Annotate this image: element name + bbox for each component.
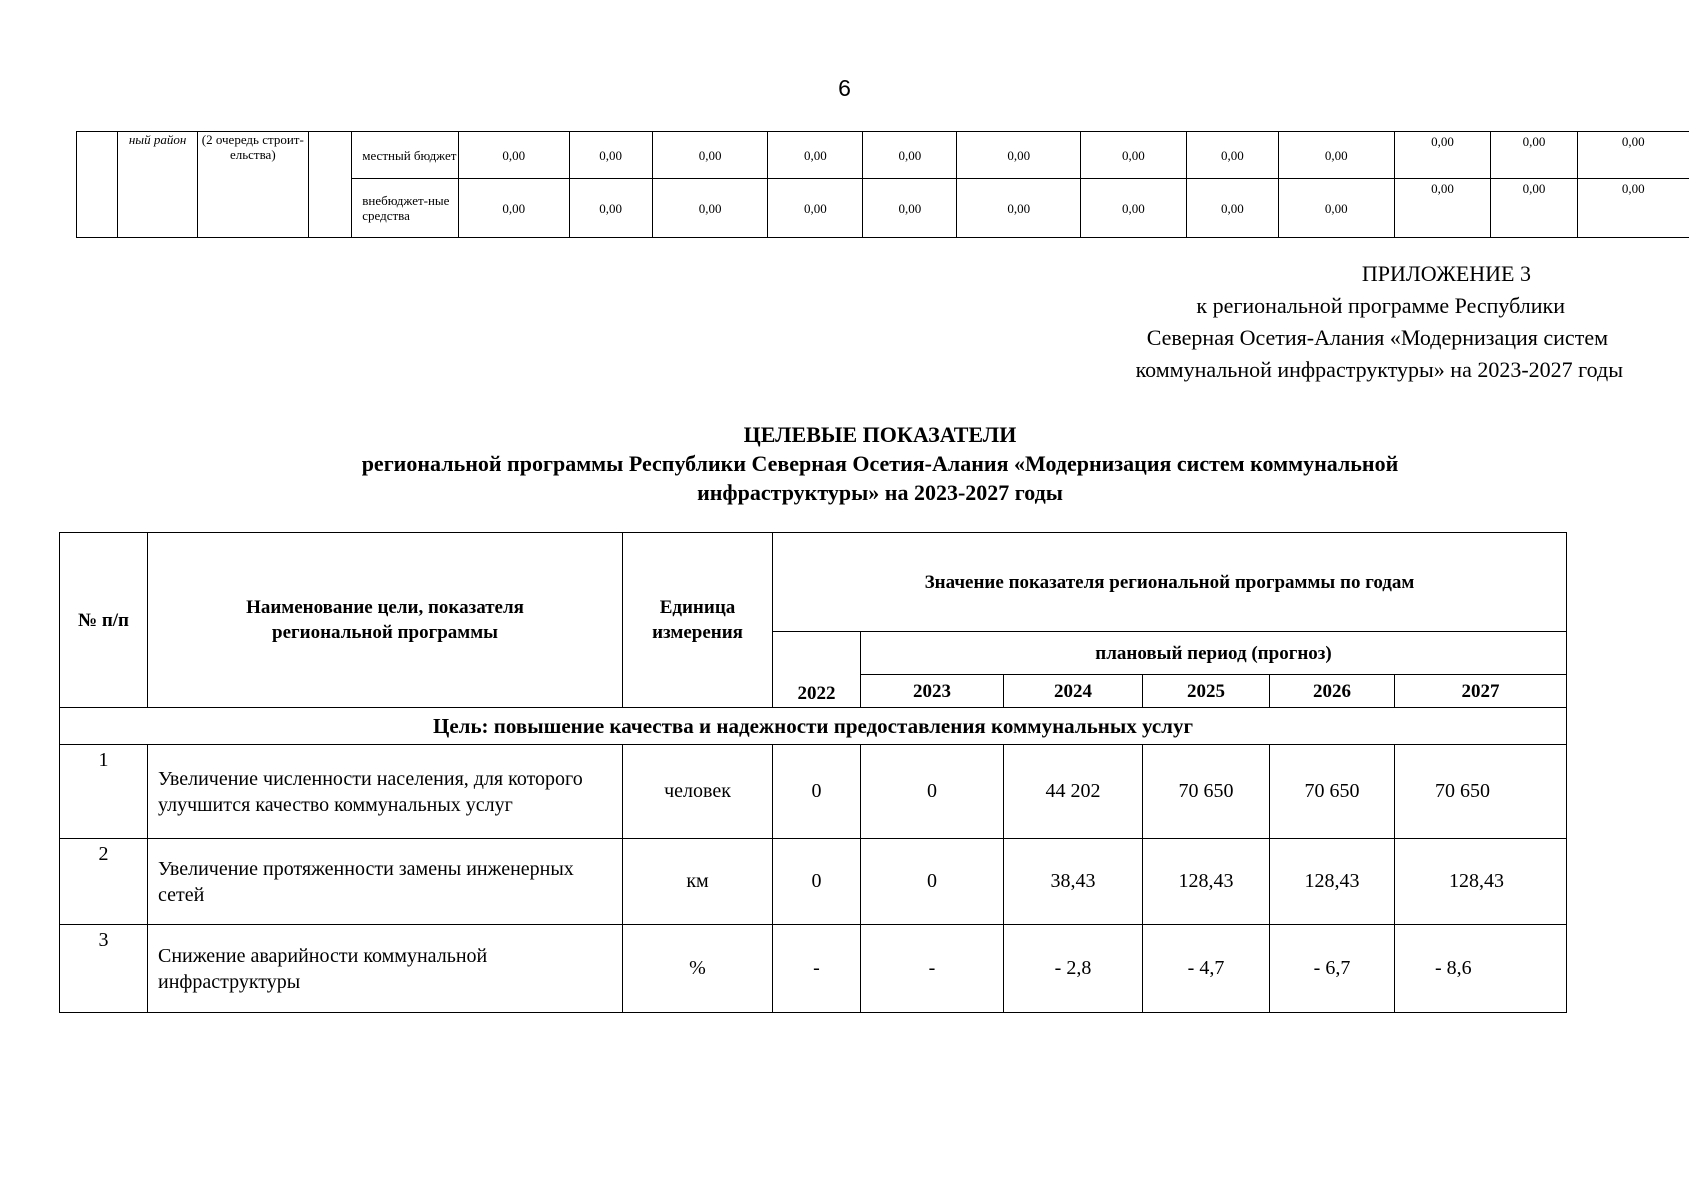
- row-number: 1: [60, 745, 148, 839]
- row-number: 2: [60, 839, 148, 925]
- indicators-table: [59, 532, 1567, 1013]
- value-cell: 0,00: [1278, 179, 1394, 238]
- value-cell: 0,00: [458, 132, 569, 179]
- value-cell: 38,43: [1004, 839, 1143, 925]
- value-cell: 128,43: [1143, 839, 1270, 925]
- appendix-line: к региональной программе Республики: [1196, 293, 1565, 318]
- value-cell: 0,00: [1491, 179, 1577, 238]
- header-row: [60, 533, 1567, 632]
- value-cell: 0,00: [768, 179, 863, 238]
- indicator-name: Увеличение численности населения, для которого улучшится качество коммунальных услуг: [148, 745, 623, 839]
- value-cell: 0,00: [1080, 132, 1186, 179]
- indicator-name: Увеличение протяженности замены инженерных сетей: [148, 839, 623, 925]
- goal-row: [60, 708, 1567, 745]
- value-cell: -: [773, 925, 861, 1013]
- heading-subtitle: региональной программы Республики Северная Осетия-Алания «Модернизация систем коммунальной: [361, 451, 1399, 476]
- unit-cell: %: [623, 925, 773, 1013]
- header-num: № п/п: [60, 533, 148, 708]
- value-cell: 0,00: [1278, 132, 1394, 179]
- value-cell: 0,00: [652, 179, 768, 238]
- value-cell: 0: [773, 839, 861, 925]
- header-values-group: Значение показателя региональной программы по годам: [773, 533, 1567, 632]
- value-cell: 0,00: [569, 132, 652, 179]
- indicator-name: Снижение аварийности коммунальной инфраструктуры: [148, 925, 623, 1013]
- table-row: [60, 839, 1567, 925]
- district-cell: ный район: [118, 132, 197, 238]
- appendix-block: [0, 258, 1623, 386]
- value-cell: 0,00: [957, 132, 1081, 179]
- value-cell: -: [861, 925, 1004, 1013]
- page-number: 6: [838, 75, 851, 101]
- value-cell: 0,00: [863, 132, 957, 179]
- value-cell: 0,00: [652, 132, 768, 179]
- value-cell: 0,00: [1577, 132, 1689, 179]
- value-cell: 70 650: [1270, 745, 1395, 839]
- unit-cell: км: [623, 839, 773, 925]
- value-cell: - 6,7: [1270, 925, 1395, 1013]
- value-cell: 0,00: [1394, 179, 1491, 238]
- value-cell: 0,00: [768, 132, 863, 179]
- header-year: 2022: [773, 632, 861, 708]
- value-cell: 70 650: [1395, 745, 1567, 839]
- header-year: 2027: [1395, 675, 1567, 708]
- empty-cell: [77, 132, 118, 238]
- value-cell: 0,00: [863, 179, 957, 238]
- document-heading: [0, 420, 1689, 507]
- continuation-table: [76, 131, 1689, 238]
- row-number: 3: [60, 925, 148, 1013]
- value-cell: 0,00: [1080, 179, 1186, 238]
- value-cell: 0,00: [1491, 132, 1577, 179]
- value-cell: 128,43: [1395, 839, 1567, 925]
- value-cell: 0: [861, 839, 1004, 925]
- value-cell: 0: [773, 745, 861, 839]
- stage-cell: (2 очередь строит-ельства): [197, 132, 308, 238]
- header-year: 2026: [1270, 675, 1395, 708]
- table-row: [60, 925, 1567, 1013]
- goal-cell: Цель: повышение качества и надежности предоставления коммунальных услуг: [60, 708, 1567, 745]
- value-cell: - 4,7: [1143, 925, 1270, 1013]
- value-cell: - 2,8: [1004, 925, 1143, 1013]
- value-cell: 128,43: [1270, 839, 1395, 925]
- empty-cell: [308, 132, 351, 238]
- heading-subtitle: инфраструктуры» на 2023-2027 годы: [697, 480, 1063, 505]
- header-year: 2023: [861, 675, 1004, 708]
- value-cell: 0,00: [1186, 132, 1278, 179]
- funding-source-cell: местный бюджет: [352, 132, 459, 179]
- value-cell: 44 202: [1004, 745, 1143, 839]
- value-cell: 70 650: [1143, 745, 1270, 839]
- header-planned-period: плановый период (прогноз): [861, 632, 1567, 675]
- table-row: [60, 745, 1567, 839]
- header-unit: Единица измерения: [623, 533, 773, 708]
- value-cell: 0,00: [1394, 132, 1491, 179]
- value-cell: - 8,6: [1395, 925, 1567, 1013]
- value-cell: 0,00: [569, 179, 652, 238]
- value-cell: 0,00: [458, 179, 569, 238]
- appendix-title: ПРИЛОЖЕНИЕ 3: [1361, 261, 1531, 286]
- header-year: 2025: [1143, 675, 1270, 708]
- value-cell: 0,00: [1577, 179, 1689, 238]
- funding-source-cell: внебюджет-ные средства: [352, 179, 459, 238]
- heading-title: ЦЕЛЕВЫЕ ПОКАЗАТЕЛИ: [743, 422, 1017, 447]
- value-cell: 0: [861, 745, 1004, 839]
- unit-cell: человек: [623, 745, 773, 839]
- value-cell: 0,00: [1186, 179, 1278, 238]
- appendix-line: Северная Осетия-Алания «Модернизация систем: [1146, 325, 1608, 350]
- value-cell: 0,00: [957, 179, 1081, 238]
- header-year: 2024: [1004, 675, 1143, 708]
- continuation-row: [77, 132, 1689, 179]
- appendix-line: коммунальной инфраструктуры» на 2023-2027 годы: [1135, 357, 1623, 382]
- header-name: Наименование цели, показателя региональной программы: [148, 533, 623, 708]
